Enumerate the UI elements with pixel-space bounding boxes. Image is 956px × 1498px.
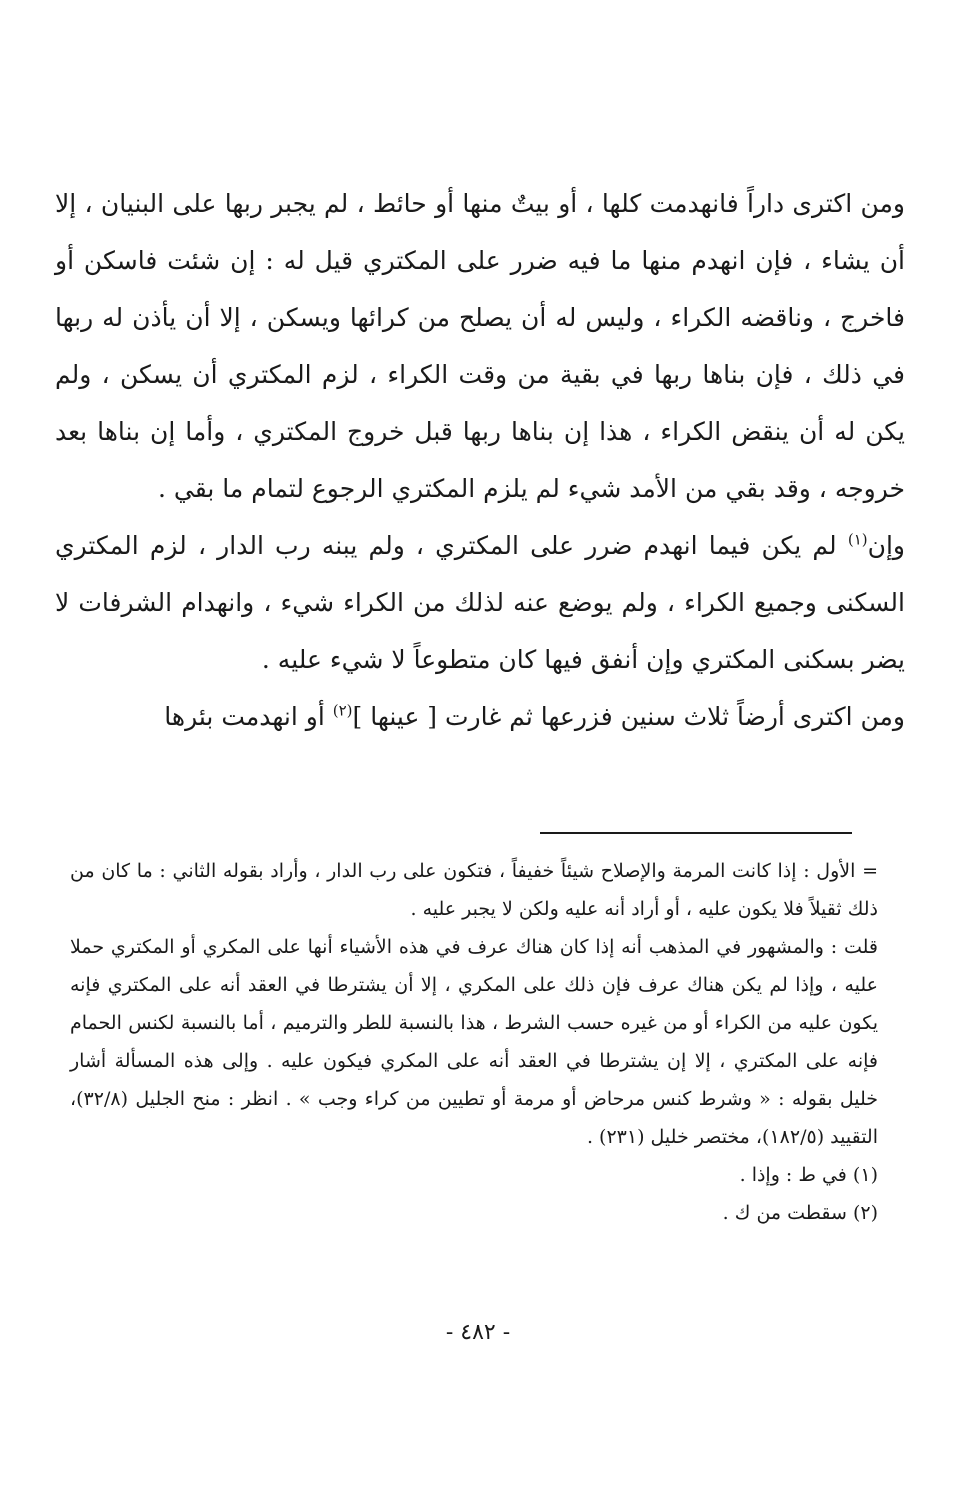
paragraph-2-start: وإن xyxy=(867,531,905,560)
footnote-ref-1: (١) xyxy=(847,530,868,549)
footnote-ref-2: (٢) xyxy=(332,701,353,720)
paragraph-2 xyxy=(55,517,905,688)
main-text xyxy=(55,175,905,745)
footnote-separator xyxy=(540,832,852,834)
footnotes xyxy=(70,852,878,1232)
footnote-continuation-1: = الأول : إذا كانت المرمة والإصلاح شيئاً خفيفاً ، فتكون على رب الدار ، وأراد بقوله الثاني : ما كان من ذلك ثقيلاً فلا يكون عليه ، أو أراد أنه عليه ولكن لا يجبر عليه . xyxy=(70,860,878,920)
footnote-2: (٢) سقطت من ك . xyxy=(722,1202,878,1224)
paragraph-1: ومن اكترى داراً فانهدمت كلها ، أو بيتٌ منها أو حائط ، لم يجبر ربها على البنيان ، إلا أن يشاء ، فإن انهدم منها ما فيه ضرر على المكتري قيل له : إن شئت فاسكن أو فاخرج ، وناقضه الكراء ، وليس له أن يصلح من كرائها ويسكن ، إلا أن يأذن له ربها في ذلك ، فإن بناها ربها في بقية من وقت الكراء ، لزم المكتري أن يسكن ، ولم يكن له أن ينقض الكراء ، هذا إن بناها ربها قبل خروج المكتري ، وأما إن بناها بعد خروجه ، وقد بقي من الأمد شيء لم يلزم المكتري الرجوع لتمام ما بقي . xyxy=(55,189,905,503)
paragraph-3-start: ومن اكترى أرضاً ثلاث سنين فزرعها ثم غارت [ عينها ] xyxy=(352,702,905,731)
footnote-1: (١) في ط : وإذا . xyxy=(739,1164,878,1186)
paragraph-2-rest: لم يكن فيما انهدم ضرر على المكتري ، ولم يبنه رب الدار ، لزم المكتري السكنى وجميع الكراء ، ولم يوضع عنه لذلك من الكراء شيء ، وانهدام الشرفات لا يضر بسكنى المكتري وإن أنفق فيها كان متطوعاً لا شيء عليه . xyxy=(55,531,905,674)
footnote-continuation-2: قلت : والمشهور في المذهب أنه إذا كان هناك عرف في هذه الأشياء أنها على المكري أو المكتري حملا عليه ، وإذا لم يكن هناك عرف فإن ذلك على المكري ، إلا أن يشترطا في العقد أنه على المكتري فإنه يكون عليه من الكراء أو من غيره حسب الشرط ، هذا بالنسبة للطر والترميم ، أما بالنسبة لكنس الحمام فإنه على المكتري ، إلا إن يشترطا في العقد أنه على المكري فيكون عليه . وإلى هذه المسألة أشار خليل بقوله : « وشرط كنس مرحاض أو مرمة أو تطيين من كراء وجب » . انظر : منح الجليل (٣٢/٨)، التقييد (١٨٢/٥)، مختصر خليل (٢٣١) . xyxy=(70,936,878,1148)
paragraph-3 xyxy=(55,688,905,745)
page-number: - ٤٨٢ - xyxy=(445,1320,511,1345)
paragraph-3-rest: أو انهدمت بئرها xyxy=(164,702,333,731)
